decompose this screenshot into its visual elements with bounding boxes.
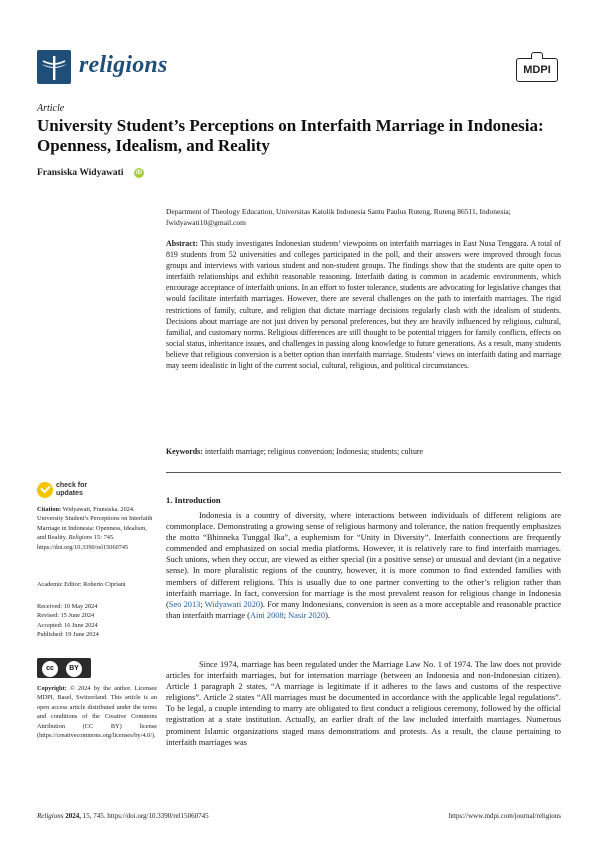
paper-title: University Student’s Perceptions on Interfaith Marriage in Indonesia: Openness, Idealism, and Reality xyxy=(37,116,544,155)
accepted-date: Accepted: 16 June 2024 xyxy=(37,621,98,629)
citation-doi[interactable]: 15: 745. https://doi.org/10.3390/rel15060745 xyxy=(37,534,129,551)
article-dates xyxy=(37,602,157,640)
citation-link[interactable]: Seo 2013 xyxy=(168,599,201,609)
citation-link[interactable]: Nasir 2020 xyxy=(288,610,326,620)
citation-link[interactable]: Aini 2008 xyxy=(249,610,284,620)
abstract-text: This study investigates Indonesian students’ viewpoints on interfaith marriages in East Nusa Tenggara. A total of 819 students from 52 universities and colleges participated in the poll, and their answers were improved through focus groups and interviews with various student and non-student groups. The findings show that the students are quite open to interfaith relationships and exhibit reasonable reasoning. Interfaith dating is common in academic environments, which encourage acceptance of interfaith unions. In an effort to foster tolerance, students are advocating for legislative changes that would facilitate interfaith marriages. However, there are several challenges on the path to interfaith marriages. The rigid restrictions of family, culture, and religion that dictate marriage decisions regularly clash with the idealism of students. Decisions about marriage are not just driven by personal preferences, but they are heavily influenced by religious, cultural, familial, and customary norms. Religious differences are still thought to be potential triggers for family conflicts, effects on social status, inheritance issues, and challenges in passing along knowledge to future generations. As a result, many students believe that religious conversion is a better option than interfaith marriage. Students’ views on interfaith dating and marriage may seem idealistic in light of the current social, cultural, religious, and political circumstances. xyxy=(166,239,561,371)
citation: Citation: Widyawati, Fransiska. 2024. University Student’s Perceptions on Interfaith Marriage in Indonesia: Openness, Idealism, and Reality. Religions 15: 745. https://doi.org/10.3390/rel15060745 xyxy=(37,506,153,551)
journal-url[interactable]: https://www.mdpi.com/journal/religions xyxy=(448,812,561,820)
article-type: Article xyxy=(37,103,65,114)
paragraph: Indonesia is a country of diversity, where interactions between individuals of different religions are commonplace. Demonstrating a growing sense of religious harmony and tolerance, the nation frequently emphasizes the motto “Bhinneka Tunggal Ika”, a euphemism for “Unity in Diversity”. Interfaith connections are frequently commended and emphasized on social media platforms. However, it is relatively rare to find interfaith marriages. Such unions, when they occur, are viewed as either special (in a positive sense) or unusual and deviant (in a negative sense). In more pluralistic regions of the country, however, it is more common to find extended families with members of different religions. This is usually due to one partner converting to the other’s religion rather than interfaith marriage. In fact, conversion for marriage is the most prevalent reason for religious change in Indonesia (Seo 2013; Widyawati 2020). For many Indonesians, conversion is seen as a more acceptable and reasonable practice than interfaith marriage (Aini 2008; Nasir 2020). xyxy=(166,511,561,620)
divider xyxy=(166,472,561,473)
check-updates-icon xyxy=(37,482,53,498)
citation-link[interactable]: Widyawati 2020 xyxy=(204,599,261,609)
received-date: Received: 10 May 2024 xyxy=(37,603,98,610)
check-for-updates-badge[interactable]: check for updates xyxy=(37,482,127,500)
published-date: Published: 19 June 2024 xyxy=(37,631,99,639)
keywords-label: Keywords: xyxy=(166,447,203,456)
orcid-icon[interactable]: iD xyxy=(136,170,142,176)
journal-name: religions xyxy=(79,52,168,78)
keywords-text: interfaith marriage; religious conversion; Indonesia; students; culture xyxy=(204,447,424,456)
copyright-notice: Copyright: © 2024 by the author. Licensee MDPI, Basel, Switzerland. This article is an open access article distributed under the terms and conditions of the Creative Commons Attribution (CC BY) license (https://creativecommons.org/licenses/by/4.0/). xyxy=(37,685,157,740)
academic-editor: Academic Editor: Roberto Cipriani xyxy=(37,581,126,588)
footer-citation: Religions 2024, 15, 745. https://doi.org/10.3390/rel15060745 xyxy=(37,812,209,820)
mdpi-logo: MDPI xyxy=(516,58,558,82)
abstract-label: Abstract: xyxy=(166,239,198,248)
dove-cross-icon xyxy=(37,50,71,84)
section-heading: 1. Introduction xyxy=(166,495,221,505)
author-name: Fransiska Widyawati xyxy=(37,168,124,178)
author-email[interactable]: fwidyawati10@gmail.com xyxy=(166,218,247,227)
keywords xyxy=(166,446,561,457)
revised-date: Revised: 15 June 2024 xyxy=(37,612,95,620)
cc-by-license-icon[interactable]: cc BY xyxy=(37,658,91,678)
abstract xyxy=(166,238,561,371)
paragraph: Since 1974, marriage has been regulated under the Marriage Law No. 1 of 1974. The law does not provide articles for interfaith marriages, but for internation marriage (between an Indonesia and non-Indonesian citizen). Article 1 paragraph 2 states, “A marriage is legitimate if it adheres to the laws and customs of the respective religions”. Article 2 states “All marriages must be documented in accordance with the applicable legal regulations”. To be legal, a couple intending to marry are obligated to first conduct a religious ceremony, followed by the official registration at a state institution. Actually, an earlier draft of the law included interfaith marriages. Numerous prominent Islamic organizations staged mass demonstrations and protests. As a result, the clause pertaining to interfaith marriages was xyxy=(166,660,561,747)
affiliation: Department of Theology Education, Universitas Katolik Indonesia Santu Paulus Ruteng, Ruteng 86511, Indonesia; fwidyawati10@gmail.com xyxy=(166,206,561,228)
